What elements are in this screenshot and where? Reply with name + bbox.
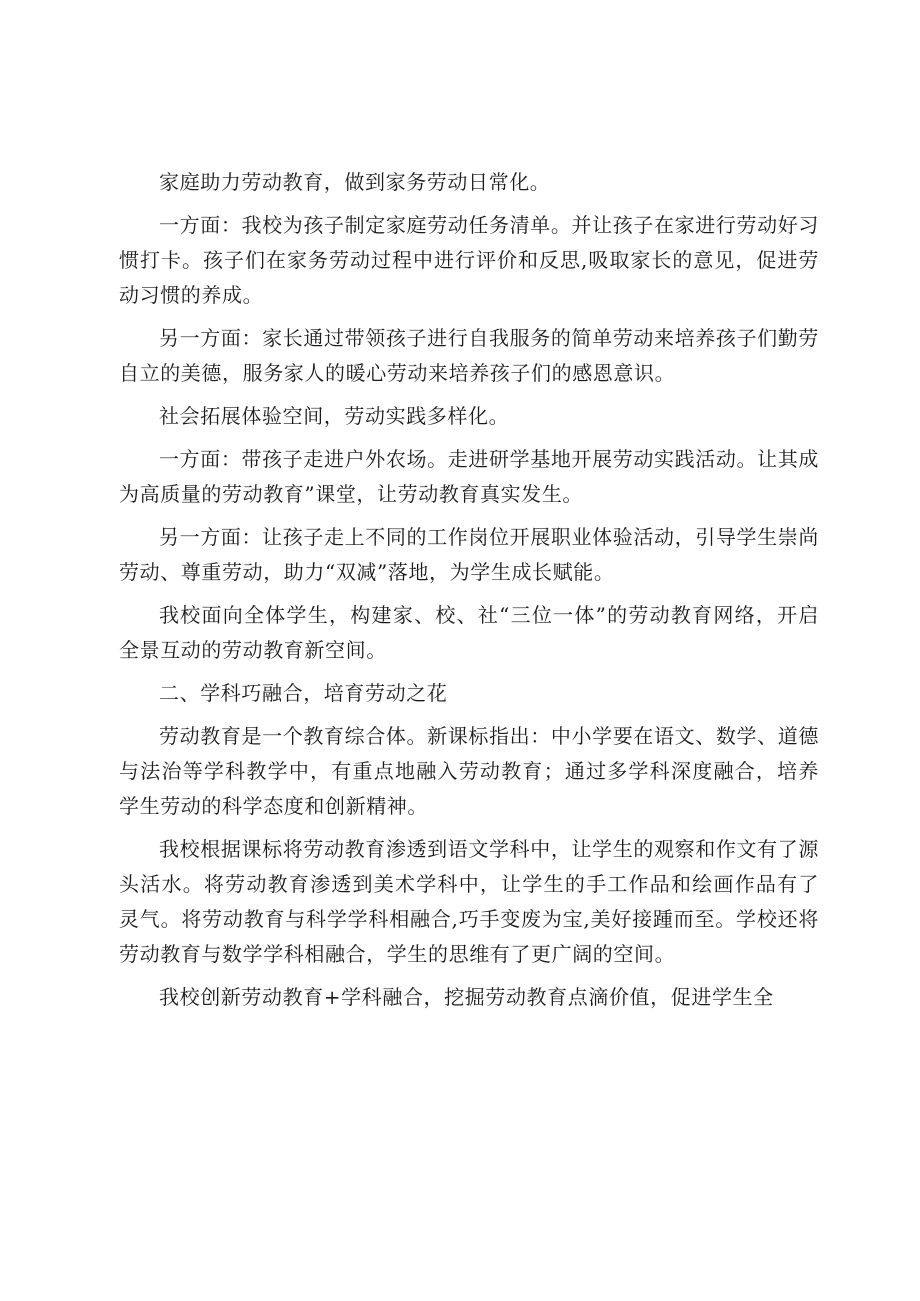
section-heading-subject-integration: 二、学科巧融合，培育劳动之花 <box>159 681 448 705</box>
paragraph-society-second-aspect: 另一方面：让孩子走上不同的工作岗位开展职业体验活动，引导学生崇尚劳动、尊重劳动，助力“双减”落地，为学生成长赋能。 <box>119 525 819 584</box>
paragraph-innovation-summary: 我校创新劳动教育+学科融合，挖掘劳动教育点滴价值，促进学生全 <box>159 985 774 1009</box>
paragraph-society-first-aspect: 一方面：带孩子走进户外农场。走进研学基地开展劳动实践活动。让其成为高质量的劳动教育”课堂，让劳动教育真实发生。 <box>119 447 819 506</box>
paragraph-three-in-one-summary: 我校面向全体学生，构建家、校、社“三位一体”的劳动教育网络，开启全景互动的劳动教育新空间。 <box>119 603 819 662</box>
paragraph-family-first-aspect: 一方面：我校为孩子制定家庭劳动任务清单。并让孩子在家进行劳动好习惯打卡。孩子们在家务劳动过程中进行评价和反思,吸取家长的意见，促进劳动习惯的养成。 <box>119 213 819 307</box>
paragraph-curriculum-standard: 劳动教育是一个教育综合体。新课标指出：中小学要在语文、数学、道德与法治等学科教学中，有重点地融入劳动教育；通过多学科深度融合，培养学生劳动的科学态度和创新精神。 <box>119 724 819 818</box>
paragraph-family-second-aspect: 另一方面：家长通过带领孩子进行自我服务的简单劳动来培养孩子们勤劳自立的美德，服务家人的暖心劳动来培养孩子们的感恩意识。 <box>119 326 819 385</box>
document-body <box>119 165 819 1015</box>
paragraph-subject-examples: 我校根据课标将劳动教育渗透到语文学科中，让学生的观察和作文有了源头活水。将劳动教育渗透到美术学科中，让学生的手工作品和绘画作品有了灵气。将劳动教育与科学学科相融合,巧手变废为宝,美好接踵而至。学校还将劳动教育与数学学科相融合，学生的思维有了更广阔的空间。 <box>119 837 819 966</box>
paragraph-society-heading: 社会拓展体验空间，劳动实践多样化。 <box>159 404 510 428</box>
paragraph-family-labor-heading: 家庭助力劳动教育，做到家务劳动日常化。 <box>159 170 551 194</box>
